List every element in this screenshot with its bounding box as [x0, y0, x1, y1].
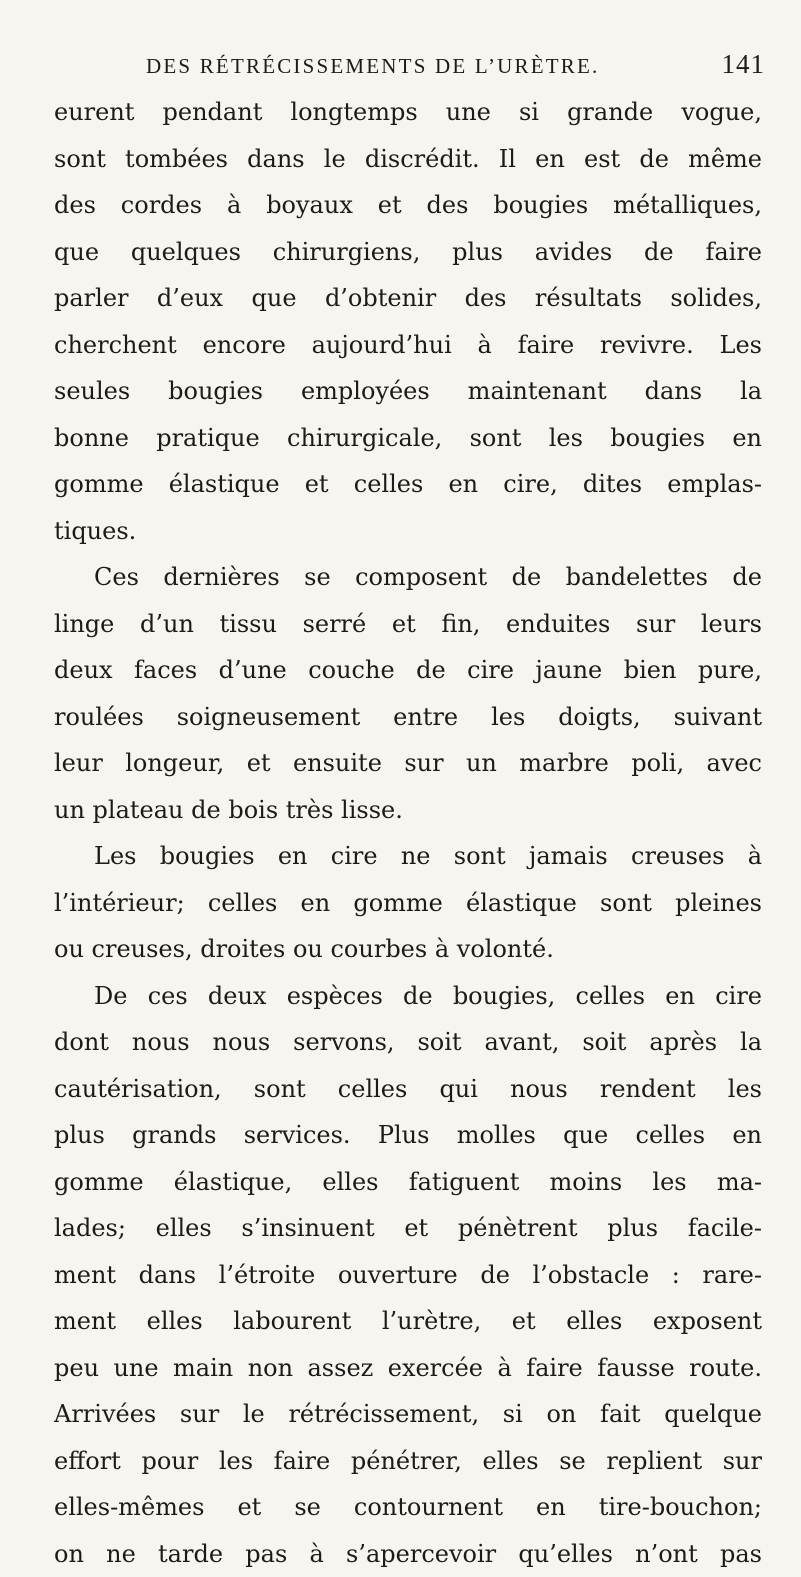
text-line: gomme élastique, elles fatiguent moins les ma- [54, 1159, 762, 1206]
text-line: De ces deux espèces de bougies, celles en cire [54, 973, 762, 1020]
text-line: Les bougies en cire ne sont jamais creuses à [54, 833, 762, 880]
text-line: elles-mêmes et se contournent en tire-bouchon; [54, 1484, 762, 1531]
text-line: ment elles labourent l’urètre, et elles exposent [54, 1298, 762, 1345]
text-line: lades; elles s’insinuent et pénètrent plus facile- [54, 1205, 762, 1252]
text-line: que quelques chirurgiens, plus avides de faire [54, 229, 762, 276]
text-line: on ne tarde pas à s’apercevoir qu’elles n’ont pas [54, 1531, 762, 1577]
text-line: l’intérieur; celles en gomme élastique sont pleines [54, 880, 762, 927]
text-line: Arrivées sur le rétrécissement, si on fait quelque [54, 1391, 762, 1438]
text-line: cherchent encore aujourd’hui à faire revivre. Les [54, 322, 762, 369]
text-line: linge d’un tissu serré et fin, enduites sur leurs [54, 601, 762, 648]
text-line: parler d’eux que d’obtenir des résultats solides, [54, 275, 762, 322]
body-text [54, 89, 762, 1577]
text-line: eurent pendant longtemps une si grande vogue, [54, 89, 762, 136]
text-line: dont nous nous servons, soit avant, soit après la [54, 1019, 762, 1066]
text-line: cautérisation, sont celles qui nous rendent les [54, 1066, 762, 1113]
text-line: leur longeur, et ensuite sur un marbre poli, avec [54, 740, 762, 787]
text-line: plus grands services. Plus molles que celles en [54, 1112, 762, 1159]
text-line: tiques. [54, 508, 762, 555]
text-line: effort pour les faire pénétrer, elles se replient sur [54, 1438, 762, 1485]
running-title: DES RÉTRÉCISSEMENTS DE L’URÈTRE. [146, 54, 599, 79]
text-line: des cordes à boyaux et des bougies métalliques, [54, 182, 762, 229]
text-line: deux faces d’une couche de cire jaune bien pure, [54, 647, 762, 694]
text-line: bonne pratique chirurgicale, sont les bougies en [54, 415, 762, 462]
text-line: peu une main non assez exercée à faire fausse route. [54, 1345, 762, 1392]
text-line: seules bougies employées maintenant dans la [54, 368, 762, 415]
text-line: gomme élastique et celles en cire, dites emplas- [54, 461, 762, 508]
text-line: ou creuses, droites ou courbes à volonté. [54, 926, 762, 973]
running-head [54, 46, 765, 86]
text-line: roulées soigneusement entre les doigts, suivant [54, 694, 762, 741]
text-line: Ces dernières se composent de bandelettes de [54, 554, 762, 601]
text-line: un plateau de bois très lisse. [54, 787, 762, 834]
page-number: 141 [722, 49, 766, 80]
text-line: sont tombées dans le discrédit. Il en est de même [54, 136, 762, 183]
text-line: ment dans l’étroite ouverture de l’obstacle : rare- [54, 1252, 762, 1299]
